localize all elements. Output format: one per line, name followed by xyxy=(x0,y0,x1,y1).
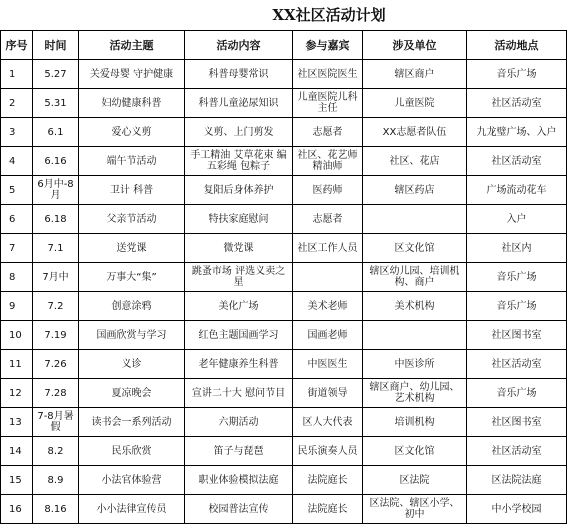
cell-time: 7月中 xyxy=(33,263,79,292)
cell-time: 7-8月暑假 xyxy=(33,408,79,437)
cell-content: 六期活动 xyxy=(185,408,293,437)
cell-location: 音乐广场 xyxy=(467,263,567,292)
cell-index: 6 xyxy=(1,205,33,234)
cell-content: 职业体验模拟法庭 xyxy=(185,466,293,495)
cell-location: 社区活动室 xyxy=(467,437,567,466)
cell-theme: 爱心义剪 xyxy=(79,118,185,147)
cell-units: 社区、花店 xyxy=(363,147,467,176)
table-row xyxy=(1,89,567,118)
cell-location: 社区内 xyxy=(467,234,567,263)
cell-theme: 小法官体验营 xyxy=(79,466,185,495)
header-units: 涉及单位 xyxy=(363,31,467,60)
cell-theme: 创意涂鸦 xyxy=(79,292,185,321)
cell-guests: 儿童医院儿科主任 xyxy=(293,89,363,118)
activity-plan-table xyxy=(0,30,567,524)
table-row xyxy=(1,205,567,234)
cell-guests: 志愿者 xyxy=(293,118,363,147)
cell-time: 6.16 xyxy=(33,147,79,176)
table-row xyxy=(1,263,567,292)
cell-location: 广场流动花车 xyxy=(467,176,567,205)
cell-theme: 万事大“集” xyxy=(79,263,185,292)
cell-time: 7.2 xyxy=(33,292,79,321)
cell-theme: 国画欣赏与学习 xyxy=(79,321,185,350)
cell-time: 6月中-8月 xyxy=(33,176,79,205)
cell-guests: 法院庭长 xyxy=(293,466,363,495)
page-title: XX社区活动计划 xyxy=(272,6,386,24)
cell-guests: 街道领导 xyxy=(293,379,363,408)
cell-location: 音乐广场 xyxy=(467,379,567,408)
cell-theme: 父亲节活动 xyxy=(79,205,185,234)
table-row xyxy=(1,350,567,379)
cell-index: 7 xyxy=(1,234,33,263)
cell-content: 跳蚤市场 评选义卖之星 xyxy=(185,263,293,292)
header-time: 时间 xyxy=(33,31,79,60)
cell-time: 8.9 xyxy=(33,466,79,495)
table-row xyxy=(1,437,567,466)
cell-guests: 医药师 xyxy=(293,176,363,205)
cell-time: 5.27 xyxy=(33,60,79,89)
cell-guests: 美术老师 xyxy=(293,292,363,321)
cell-guests: 法院庭长 xyxy=(293,495,363,524)
cell-location: 社区图书室 xyxy=(467,408,567,437)
cell-guests: 中医医生 xyxy=(293,350,363,379)
cell-units: XX志愿者队伍 xyxy=(363,118,467,147)
cell-location: 社区活动室 xyxy=(467,350,567,379)
table-row xyxy=(1,234,567,263)
cell-guests: 国画老师 xyxy=(293,321,363,350)
cell-units: 儿童医院 xyxy=(363,89,467,118)
header-theme: 活动主题 xyxy=(79,31,185,60)
cell-content: 义剪、上门剪发 xyxy=(185,118,293,147)
cell-location: 社区图书室 xyxy=(467,321,567,350)
cell-content: 老年健康养生科普 xyxy=(185,350,293,379)
cell-theme: 夏凉晚会 xyxy=(79,379,185,408)
header-location: 活动地点 xyxy=(467,31,567,60)
table-row xyxy=(1,379,567,408)
cell-content: 微党课 xyxy=(185,234,293,263)
cell-theme: 端午节活动 xyxy=(79,147,185,176)
cell-guests: 民乐演奏人员 xyxy=(293,437,363,466)
table-header-row xyxy=(1,31,567,60)
cell-theme: 关爱母婴 守护健康 xyxy=(79,60,185,89)
cell-content: 美化广场 xyxy=(185,292,293,321)
table-row xyxy=(1,147,567,176)
cell-index: 2 xyxy=(1,89,33,118)
cell-theme: 妇幼健康科普 xyxy=(79,89,185,118)
cell-theme: 小小法律宣传员 xyxy=(79,495,185,524)
cell-location: 社区活动室 xyxy=(467,89,567,118)
cell-guests: 社区、花艺师 精油师 xyxy=(293,147,363,176)
cell-index: 5 xyxy=(1,176,33,205)
table-row xyxy=(1,292,567,321)
cell-guests: 志愿者 xyxy=(293,205,363,234)
cell-location: 九龙璧广场、入户 xyxy=(467,118,567,147)
cell-guests: 区人大代表 xyxy=(293,408,363,437)
cell-location: 入户 xyxy=(467,205,567,234)
cell-location: 区法院法庭 xyxy=(467,466,567,495)
cell-guests xyxy=(293,263,363,292)
cell-content: 科普母婴常识 xyxy=(185,60,293,89)
cell-units: 辖区商户 xyxy=(363,60,467,89)
cell-time: 7.1 xyxy=(33,234,79,263)
cell-units: 辖区幼儿园、培训机构、商户 xyxy=(363,263,467,292)
cell-time: 5.31 xyxy=(33,89,79,118)
cell-theme: 民乐欣赏 xyxy=(79,437,185,466)
cell-theme: 义诊 xyxy=(79,350,185,379)
cell-index: 3 xyxy=(1,118,33,147)
table-row xyxy=(1,495,567,524)
cell-index: 13 xyxy=(1,408,33,437)
table-row xyxy=(1,321,567,350)
header-guests: 参与嘉宾 xyxy=(293,31,363,60)
table-row xyxy=(1,408,567,437)
cell-units: 辖区商户、幼儿园、艺术机构 xyxy=(363,379,467,408)
cell-units xyxy=(363,205,467,234)
cell-location: 中小学校园 xyxy=(467,495,567,524)
cell-index: 15 xyxy=(1,466,33,495)
cell-units: 区文化馆 xyxy=(363,437,467,466)
cell-index: 4 xyxy=(1,147,33,176)
cell-content: 笛子与琵琶 xyxy=(185,437,293,466)
cell-index: 8 xyxy=(1,263,33,292)
cell-index: 16 xyxy=(1,495,33,524)
cell-theme: 读书会一系列活动 xyxy=(79,408,185,437)
cell-content: 宣讲二十大 慰问节目 xyxy=(185,379,293,408)
cell-index: 1 xyxy=(1,60,33,89)
cell-content: 红色主题国画学习 xyxy=(185,321,293,350)
cell-units: 中医诊所 xyxy=(363,350,467,379)
cell-units: 区法院、辖区小学、初中 xyxy=(363,495,467,524)
header-index: 序号 xyxy=(1,31,33,60)
cell-index: 12 xyxy=(1,379,33,408)
cell-time: 7.28 xyxy=(33,379,79,408)
cell-units: 辖区药店 xyxy=(363,176,467,205)
cell-content: 特扶家庭慰问 xyxy=(185,205,293,234)
cell-time: 8.16 xyxy=(33,495,79,524)
cell-units: 培训机构 xyxy=(363,408,467,437)
cell-theme: 卫计 科普 xyxy=(79,176,185,205)
cell-time: 7.26 xyxy=(33,350,79,379)
cell-content: 复阳后身体养护 xyxy=(185,176,293,205)
table-row xyxy=(1,176,567,205)
cell-content: 手工精油 艾草花束 编五彩绳 包粽子 xyxy=(185,147,293,176)
cell-units: 美术机构 xyxy=(363,292,467,321)
cell-index: 11 xyxy=(1,350,33,379)
cell-theme: 送党课 xyxy=(79,234,185,263)
cell-time: 6.1 xyxy=(33,118,79,147)
cell-index: 10 xyxy=(1,321,33,350)
cell-content: 校园普法宣传 xyxy=(185,495,293,524)
cell-guests: 社区工作人员 xyxy=(293,234,363,263)
cell-content: 科普儿童泌尿知识 xyxy=(185,89,293,118)
cell-index: 14 xyxy=(1,437,33,466)
cell-location: 音乐广场 xyxy=(467,292,567,321)
cell-units xyxy=(363,321,467,350)
cell-index: 9 xyxy=(1,292,33,321)
cell-units: 区文化馆 xyxy=(363,234,467,263)
cell-units: 区法院 xyxy=(363,466,467,495)
cell-location: 社区活动室 xyxy=(467,147,567,176)
cell-time: 8.2 xyxy=(33,437,79,466)
cell-location: 音乐广场 xyxy=(467,60,567,89)
cell-time: 6.18 xyxy=(33,205,79,234)
cell-guests: 社区医院医生 xyxy=(293,60,363,89)
cell-time: 7.19 xyxy=(33,321,79,350)
table-row xyxy=(1,466,567,495)
table-row xyxy=(1,118,567,147)
header-content: 活动内容 xyxy=(185,31,293,60)
table-row xyxy=(1,60,567,89)
